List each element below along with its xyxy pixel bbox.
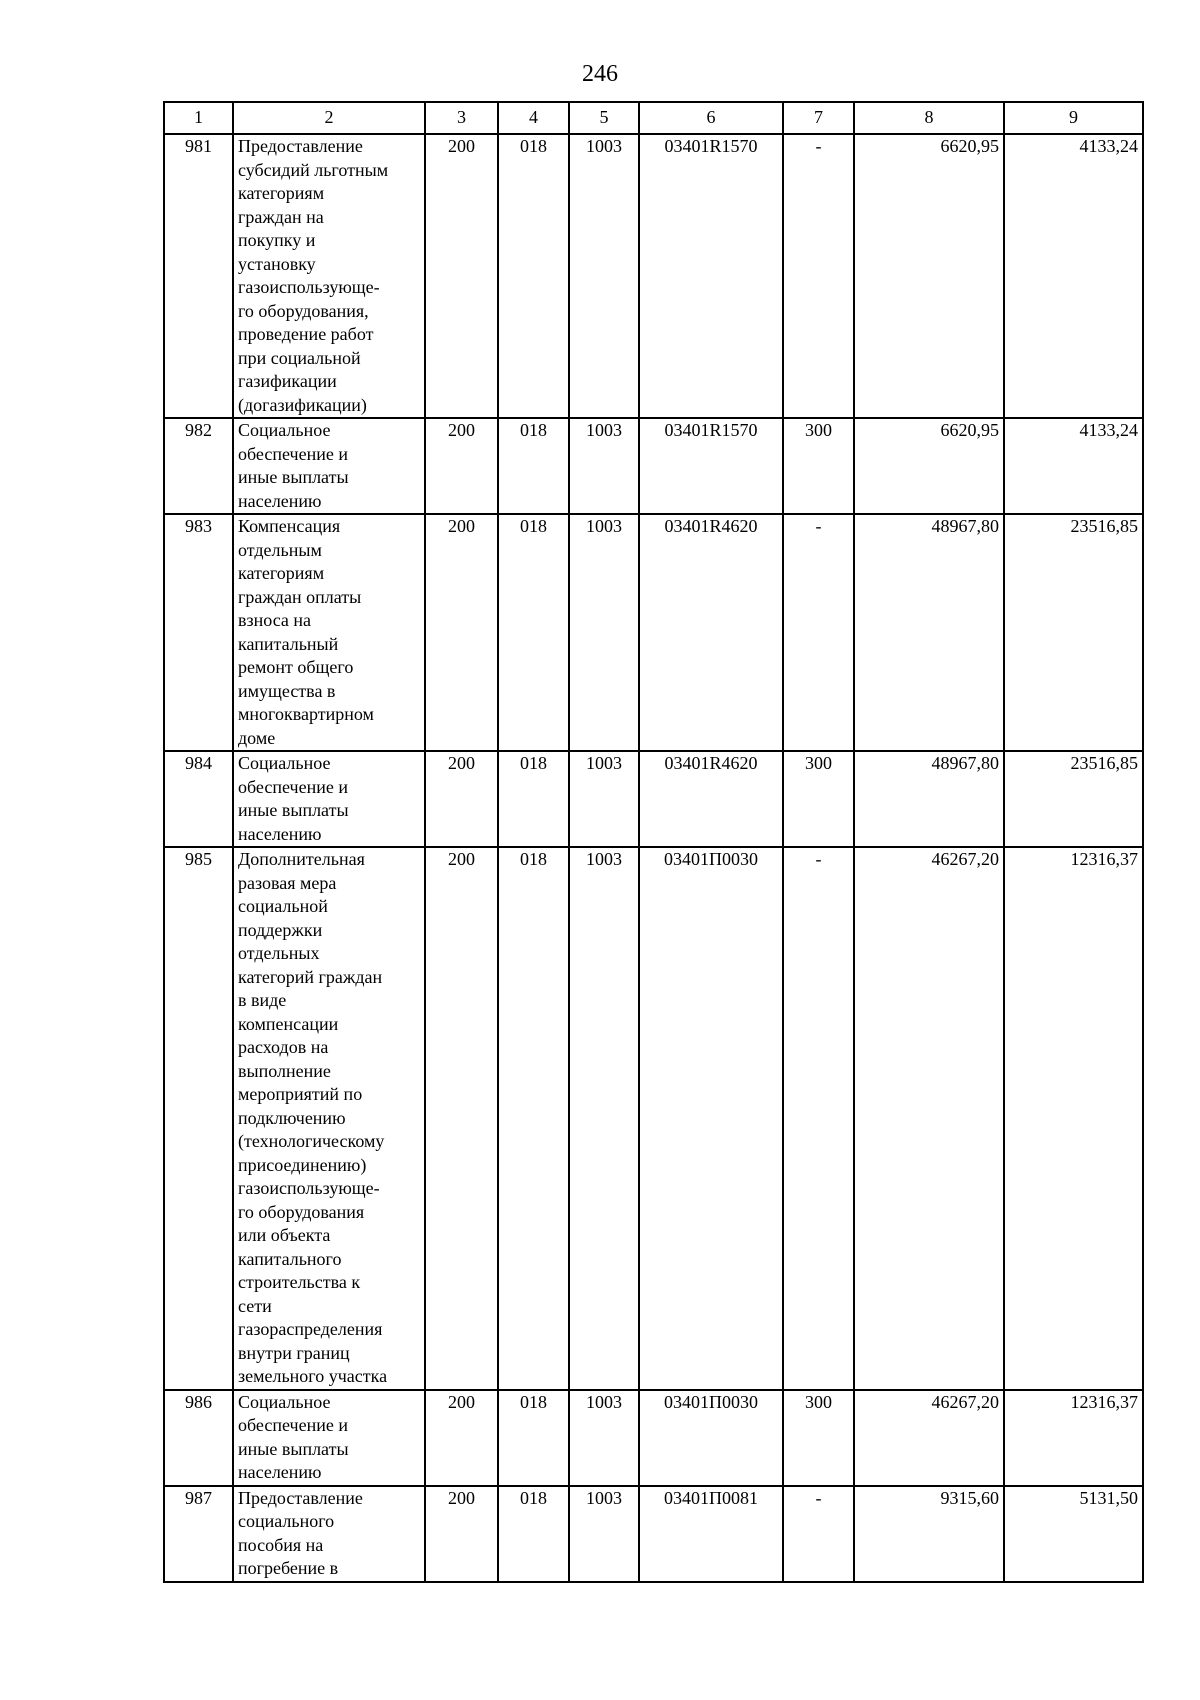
item-name-line: земельного участка bbox=[238, 1366, 388, 1386]
target-article-cell: 03401R1570 bbox=[639, 134, 783, 418]
item-name-line: населению bbox=[238, 490, 322, 511]
item-name-line: обеспечение и bbox=[238, 1415, 348, 1435]
code-cell-4: 018 bbox=[498, 751, 569, 847]
item-name-cell bbox=[233, 514, 425, 751]
item-name-line: обеспечение и bbox=[238, 443, 348, 464]
code-cell-3: 200 bbox=[425, 514, 498, 751]
code-cell-3: 200 bbox=[425, 134, 498, 418]
row-number-cell: 984 bbox=[164, 751, 233, 847]
item-name-line: отдельным bbox=[238, 539, 322, 560]
target-article-cell: 03401П0081 bbox=[639, 1486, 783, 1582]
row-number-cell: 981 bbox=[164, 134, 233, 418]
item-name-line: взноса на bbox=[238, 610, 312, 630]
expense-type-cell: 300 bbox=[783, 751, 854, 847]
item-name-line: населению bbox=[238, 1462, 322, 1482]
item-name-line: пособия на bbox=[238, 1534, 324, 1555]
item-name-line: иные выплаты bbox=[238, 467, 349, 487]
code-cell-3: 200 bbox=[425, 418, 498, 514]
target-article-cell: 03401R4620 bbox=[639, 514, 783, 751]
column-header: 5 bbox=[569, 102, 639, 134]
item-name-line: социальной bbox=[238, 896, 328, 916]
item-name-line: социального bbox=[238, 1511, 335, 1531]
item-name-line: расходов на bbox=[238, 1037, 329, 1057]
table-row bbox=[164, 751, 1143, 847]
item-name-line: мероприятий по bbox=[238, 1084, 363, 1104]
item-name-cell bbox=[233, 751, 425, 847]
row-number-cell: 982 bbox=[164, 418, 233, 514]
item-name-line: категорий граждан bbox=[238, 966, 383, 987]
table-row bbox=[164, 418, 1143, 514]
item-name-line: иные выплаты bbox=[238, 800, 349, 820]
code-cell-5: 1003 bbox=[569, 1390, 639, 1486]
item-name-line: населению bbox=[238, 823, 322, 844]
item-name-line: Дополнительная bbox=[238, 849, 365, 869]
target-article-cell: 03401П0030 bbox=[639, 1390, 783, 1486]
row-number-cell: 985 bbox=[164, 847, 233, 1390]
item-name-line: Предоставление bbox=[238, 136, 363, 156]
item-name-line: погребение в bbox=[238, 1558, 339, 1578]
target-article-cell: 03401R1570 bbox=[639, 418, 783, 514]
amount-cell-9: 23516,85 bbox=[1004, 514, 1143, 751]
column-header: 8 bbox=[854, 102, 1004, 134]
table-body bbox=[164, 134, 1143, 1582]
code-cell-5: 1003 bbox=[569, 751, 639, 847]
item-name-line: разовая мера bbox=[238, 872, 337, 893]
item-name-line: (технологическому bbox=[238, 1131, 385, 1151]
amount-cell-9: 4133,24 bbox=[1004, 134, 1143, 418]
item-name-line: Социальное bbox=[238, 420, 331, 440]
row-number-cell: 983 bbox=[164, 514, 233, 751]
item-name-line: многоквартирном bbox=[238, 704, 374, 724]
code-cell-4: 018 bbox=[498, 1486, 569, 1582]
code-cell-4: 018 bbox=[498, 847, 569, 1390]
expense-type-cell: - bbox=[783, 847, 854, 1390]
item-name-line: Предоставление bbox=[238, 1487, 363, 1508]
table-row bbox=[164, 847, 1143, 1390]
row-number-cell: 986 bbox=[164, 1390, 233, 1486]
item-name-line: газоиспользующе- bbox=[238, 1178, 380, 1198]
item-name-cell bbox=[233, 134, 425, 418]
code-cell-3: 200 bbox=[425, 1390, 498, 1486]
item-name-line: субсидий льготным bbox=[238, 159, 389, 180]
column-header: 3 bbox=[425, 102, 498, 134]
item-name-line: капитального bbox=[238, 1248, 342, 1269]
column-number-row bbox=[164, 102, 1143, 134]
target-article-cell: 03401R4620 bbox=[639, 751, 783, 847]
item-name-line: обеспечение и bbox=[238, 776, 348, 797]
item-name-line: категориям bbox=[238, 183, 325, 203]
item-name-line: капитальный bbox=[238, 633, 339, 654]
expense-type-cell: 300 bbox=[783, 1390, 854, 1486]
item-name-line: внутри границ bbox=[238, 1342, 350, 1363]
item-name-line: компенсации bbox=[238, 1013, 339, 1034]
item-name-line: иные выплаты bbox=[238, 1438, 349, 1459]
item-name-line: го оборудования, bbox=[238, 300, 369, 321]
budget-table bbox=[163, 101, 1144, 1583]
amount-cell-8: 46267,20 bbox=[854, 847, 1004, 1390]
code-cell-3: 200 bbox=[425, 1486, 498, 1582]
item-name-line: доме bbox=[238, 727, 276, 748]
code-cell-3: 200 bbox=[425, 847, 498, 1390]
amount-cell-9: 12316,37 bbox=[1004, 1390, 1143, 1486]
code-cell-4: 018 bbox=[498, 514, 569, 751]
item-name-line: Социальное bbox=[238, 1391, 331, 1412]
item-name-line: установку bbox=[238, 253, 316, 274]
page-number: 246 bbox=[582, 61, 618, 87]
expense-type-cell: 300 bbox=[783, 418, 854, 514]
amount-cell-9: 5131,50 bbox=[1004, 1486, 1143, 1582]
table-row bbox=[164, 134, 1143, 418]
item-name-line: го оборудования bbox=[238, 1201, 365, 1222]
item-name-line: ремонт общего bbox=[238, 657, 354, 677]
item-name-line: в виде bbox=[238, 990, 287, 1010]
item-name-cell bbox=[233, 1486, 425, 1582]
item-name-line: выполнение bbox=[238, 1060, 331, 1081]
item-name-line: подключению bbox=[238, 1107, 346, 1128]
target-article-cell: 03401П0030 bbox=[639, 847, 783, 1390]
amount-cell-8: 6620,95 bbox=[854, 134, 1004, 418]
code-cell-5: 1003 bbox=[569, 134, 639, 418]
expense-type-cell: - bbox=[783, 134, 854, 418]
amount-cell-9: 4133,24 bbox=[1004, 418, 1143, 514]
item-name-line: поддержки bbox=[238, 919, 323, 940]
expense-type-cell: - bbox=[783, 1486, 854, 1582]
item-name-line: при социальной bbox=[238, 347, 361, 368]
amount-cell-8: 6620,95 bbox=[854, 418, 1004, 514]
item-name-line: категориям bbox=[238, 563, 325, 583]
table-row bbox=[164, 514, 1143, 751]
item-name-line: газоиспользующе- bbox=[238, 277, 380, 297]
item-name-line: газификации bbox=[238, 371, 337, 391]
code-cell-4: 018 bbox=[498, 134, 569, 418]
item-name-line: строительства к bbox=[238, 1272, 361, 1292]
amount-cell-9: 12316,37 bbox=[1004, 847, 1143, 1390]
column-header: 6 bbox=[639, 102, 783, 134]
column-header: 7 bbox=[783, 102, 854, 134]
item-name-line: или объекта bbox=[238, 1225, 331, 1245]
item-name-cell bbox=[233, 1390, 425, 1486]
amount-cell-8: 46267,20 bbox=[854, 1390, 1004, 1486]
item-name-line: граждан оплаты bbox=[238, 586, 362, 607]
amount-cell-8: 48967,80 bbox=[854, 514, 1004, 751]
code-cell-5: 1003 bbox=[569, 847, 639, 1390]
column-header: 4 bbox=[498, 102, 569, 134]
amount-cell-8: 9315,60 bbox=[854, 1486, 1004, 1582]
item-name-line: (догазификации) bbox=[238, 394, 367, 415]
item-name-line: граждан на bbox=[238, 206, 324, 227]
column-header: 9 bbox=[1004, 102, 1143, 134]
code-cell-3: 200 bbox=[425, 751, 498, 847]
item-name-line: отдельных bbox=[238, 943, 320, 963]
item-name-line: проведение работ bbox=[238, 324, 374, 344]
column-header: 1 bbox=[164, 102, 233, 134]
amount-cell-9: 23516,85 bbox=[1004, 751, 1143, 847]
item-name-cell bbox=[233, 847, 425, 1390]
item-name-line: имущества в bbox=[238, 680, 336, 701]
item-name-cell bbox=[233, 418, 425, 514]
item-name-line: Компенсация bbox=[238, 516, 341, 536]
item-name-line: газораспределения bbox=[238, 1319, 383, 1339]
item-name-line: присоединению) bbox=[238, 1154, 367, 1175]
code-cell-5: 1003 bbox=[569, 418, 639, 514]
item-name-line: сети bbox=[238, 1295, 272, 1316]
code-cell-5: 1003 bbox=[569, 1486, 639, 1582]
code-cell-4: 018 bbox=[498, 418, 569, 514]
code-cell-5: 1003 bbox=[569, 514, 639, 751]
row-number-cell: 987 bbox=[164, 1486, 233, 1582]
column-header: 2 bbox=[233, 102, 425, 134]
table-row bbox=[164, 1486, 1143, 1582]
expense-type-cell: - bbox=[783, 514, 854, 751]
amount-cell-8: 48967,80 bbox=[854, 751, 1004, 847]
item-name-line: Социальное bbox=[238, 753, 331, 773]
item-name-line: покупку и bbox=[238, 230, 316, 250]
code-cell-4: 018 bbox=[498, 1390, 569, 1486]
table-row bbox=[164, 1390, 1143, 1486]
